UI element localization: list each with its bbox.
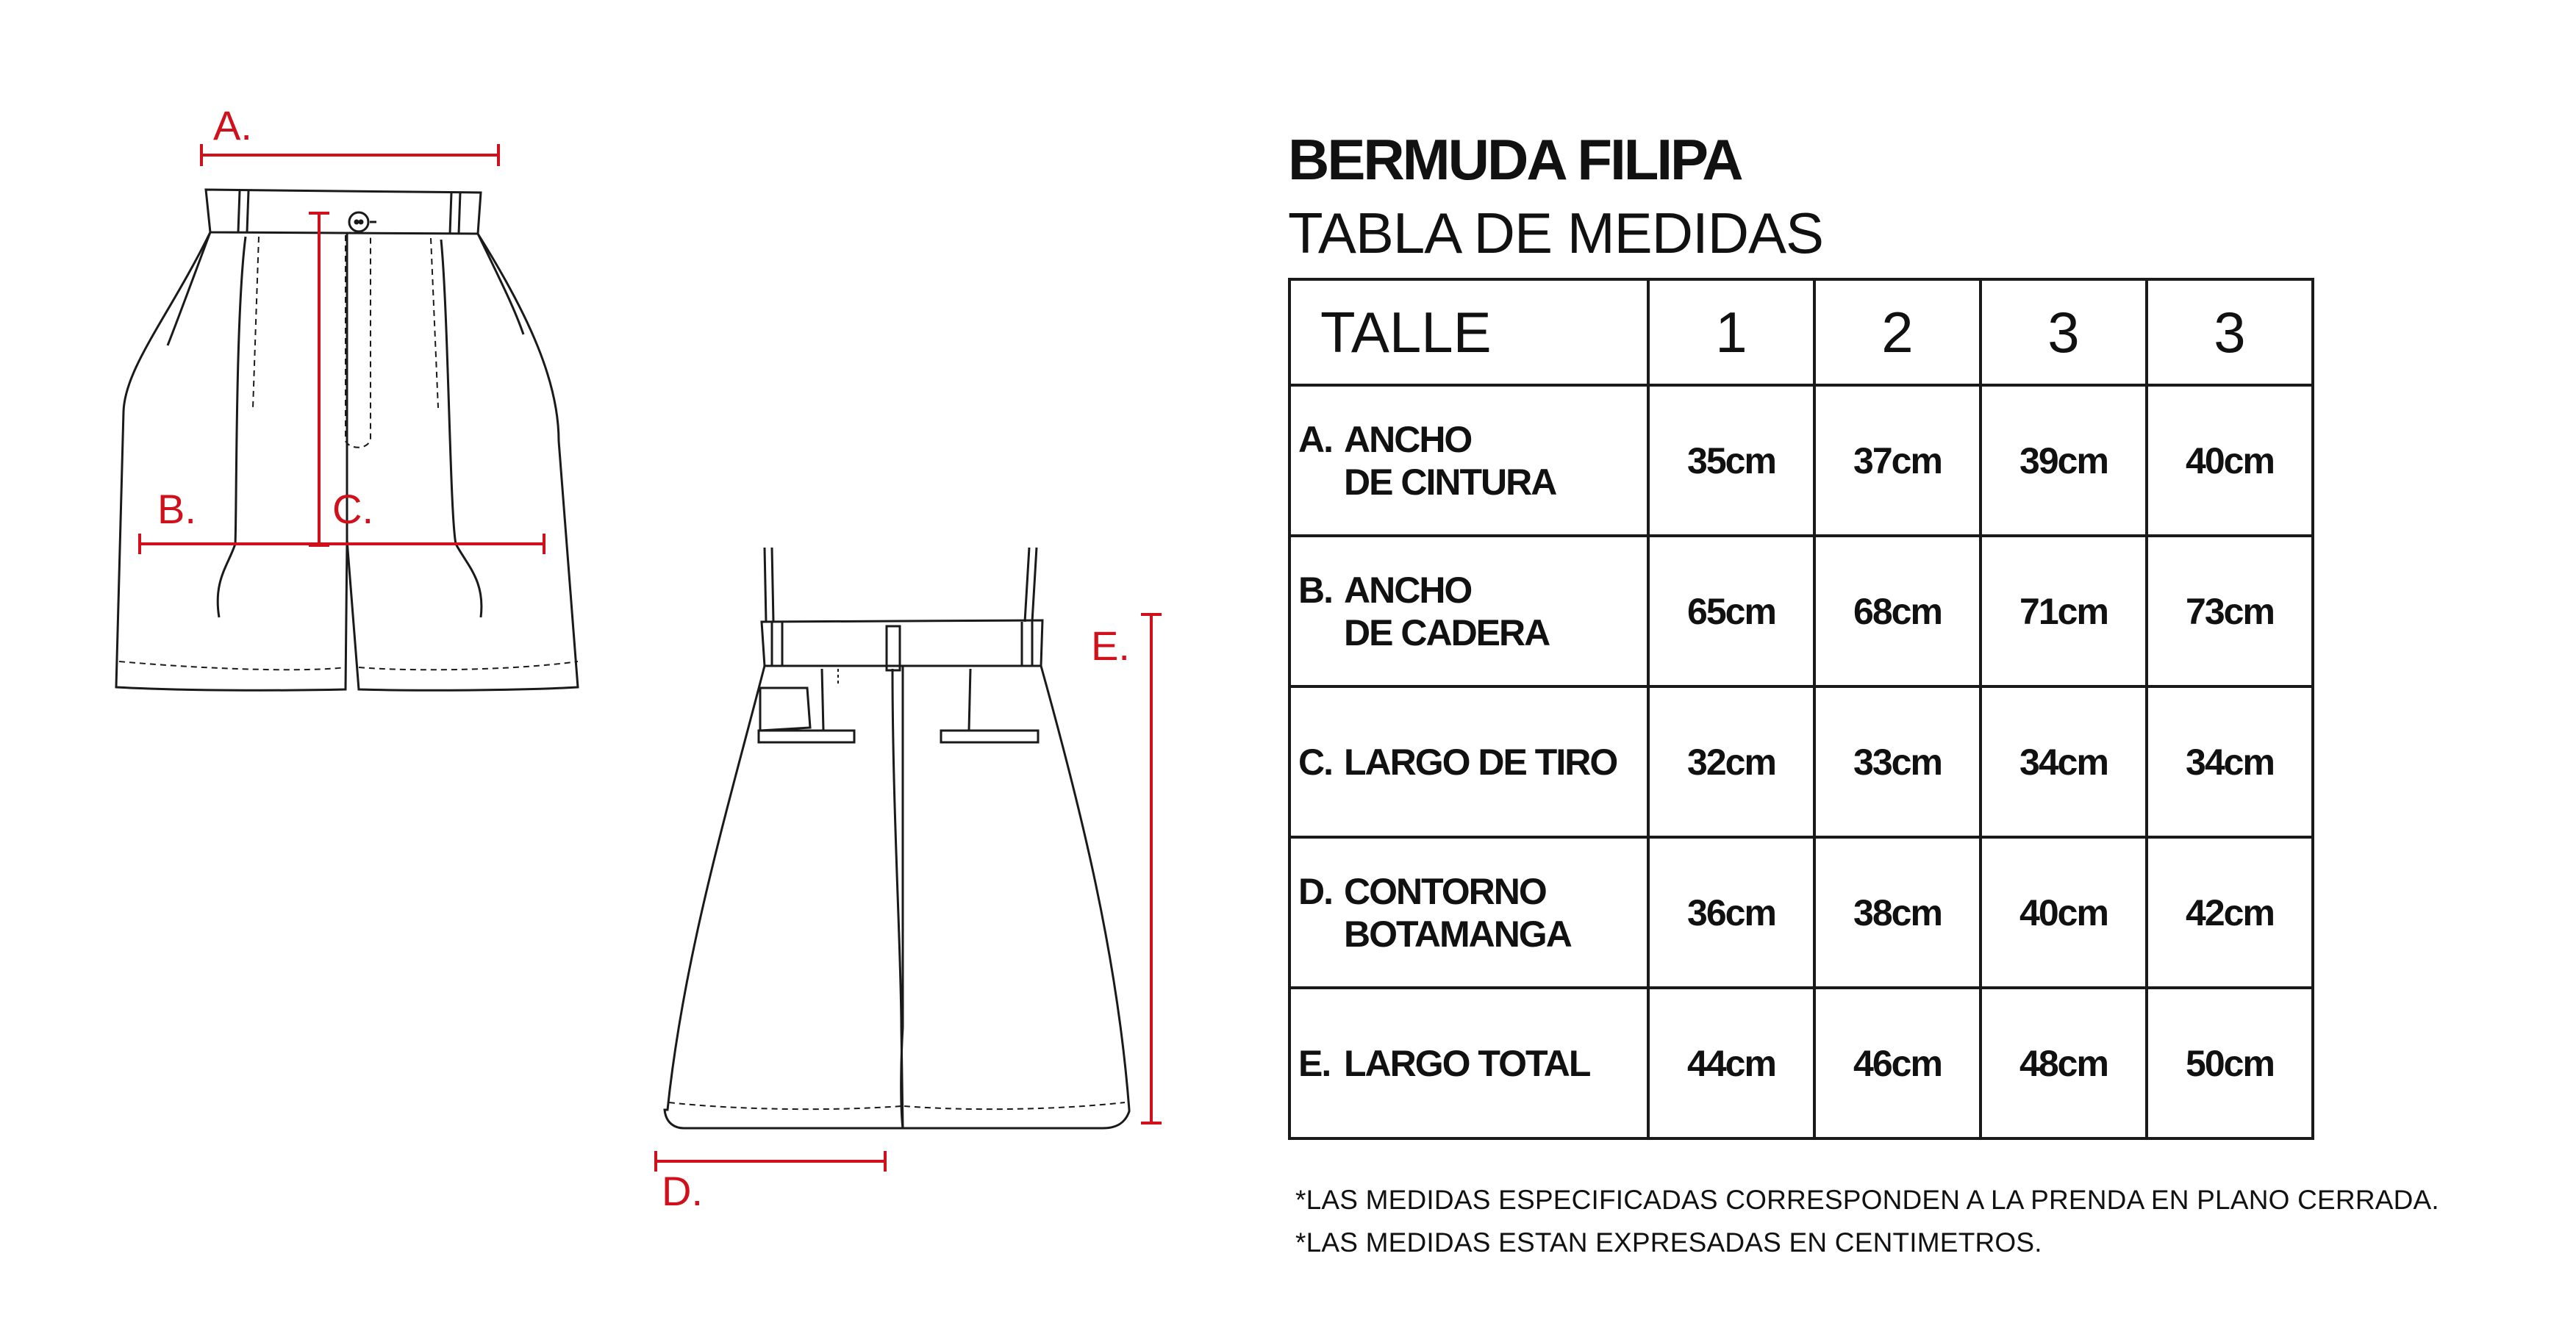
table-header-row: [1289, 279, 2313, 385]
table-cell: 40cm: [1981, 837, 2147, 988]
row-code: C.: [1298, 741, 1332, 783]
table-cell: 65cm: [1648, 536, 1814, 686]
table-cell: 46cm: [1814, 988, 1981, 1138]
label-d: D.: [662, 1168, 703, 1214]
table-cell: 73cm: [2147, 536, 2313, 686]
row-label: [1289, 536, 1648, 686]
product-title: BERMUDA FILIPA: [1288, 127, 1742, 192]
row-label: [1289, 686, 1648, 837]
table-cell: 38cm: [1814, 837, 1981, 988]
front-view-drawing: [116, 190, 578, 690]
table-cell: 36cm: [1648, 837, 1814, 988]
table-cell: 42cm: [2147, 837, 2313, 988]
table-cell: 33cm: [1814, 686, 1981, 837]
row-name: CONTORNO BOTAMANGA: [1344, 870, 1571, 955]
table-cell: 71cm: [1981, 536, 2147, 686]
row-name: ANCHO DE CADERA: [1344, 569, 1550, 653]
footnote: *LAS MEDIDAS ESTAN EXPRESADAS EN CENTIMETROS.: [1295, 1227, 2042, 1258]
header-size: 2: [1814, 279, 1981, 385]
table-subtitle: TABLA DE MEDIDAS: [1288, 201, 1824, 265]
table-cell: 39cm: [1981, 385, 2147, 536]
header-size: 3: [1981, 279, 2147, 385]
table-cell: 37cm: [1814, 385, 1981, 536]
row-label: [1289, 385, 1648, 536]
label-e: E.: [1091, 623, 1130, 669]
measurement-labels: [157, 102, 1130, 1214]
row-code: B.: [1298, 569, 1332, 611]
header-talle: TALLE: [1289, 279, 1648, 385]
row-label: [1289, 837, 1648, 988]
label-b: B.: [157, 486, 196, 532]
table-row: [1289, 686, 2313, 837]
table-cell: 44cm: [1648, 988, 1814, 1138]
measurement-lines: [140, 144, 1162, 1172]
back-view-drawing: [665, 548, 1129, 1128]
table-row: [1289, 385, 2313, 536]
size-chart-table: [1288, 278, 2314, 1140]
row-label: [1289, 988, 1648, 1138]
table-cell: 35cm: [1648, 385, 1814, 536]
table-row: [1289, 536, 2313, 686]
table-cell: 48cm: [1981, 988, 2147, 1138]
label-a: A.: [213, 102, 252, 148]
row-code: A.: [1298, 418, 1332, 460]
table-cell: 34cm: [1981, 686, 2147, 837]
label-c: C.: [332, 486, 373, 532]
table-cell: 40cm: [2147, 385, 2313, 536]
row-name: LARGO DE TIRO: [1344, 741, 1617, 783]
header-size: 3: [2147, 279, 2313, 385]
footnote: *LAS MEDIDAS ESPECIFICADAS CORRESPONDEN A LA PRENDA EN PLANO CERRADA.: [1295, 1185, 2439, 1215]
row-code: E.: [1298, 1042, 1331, 1084]
table-cell: 32cm: [1648, 686, 1814, 837]
row-name: ANCHO DE CINTURA: [1344, 418, 1556, 503]
table-cell: 68cm: [1814, 536, 1981, 686]
table-row: [1289, 988, 2313, 1138]
table-cell: 34cm: [2147, 686, 2313, 837]
table-cell: 50cm: [2147, 988, 2313, 1138]
row-name: LARGO TOTAL: [1344, 1042, 1590, 1084]
row-code: D.: [1298, 870, 1332, 912]
table-row: [1289, 837, 2313, 988]
header-size: 1: [1648, 279, 1814, 385]
